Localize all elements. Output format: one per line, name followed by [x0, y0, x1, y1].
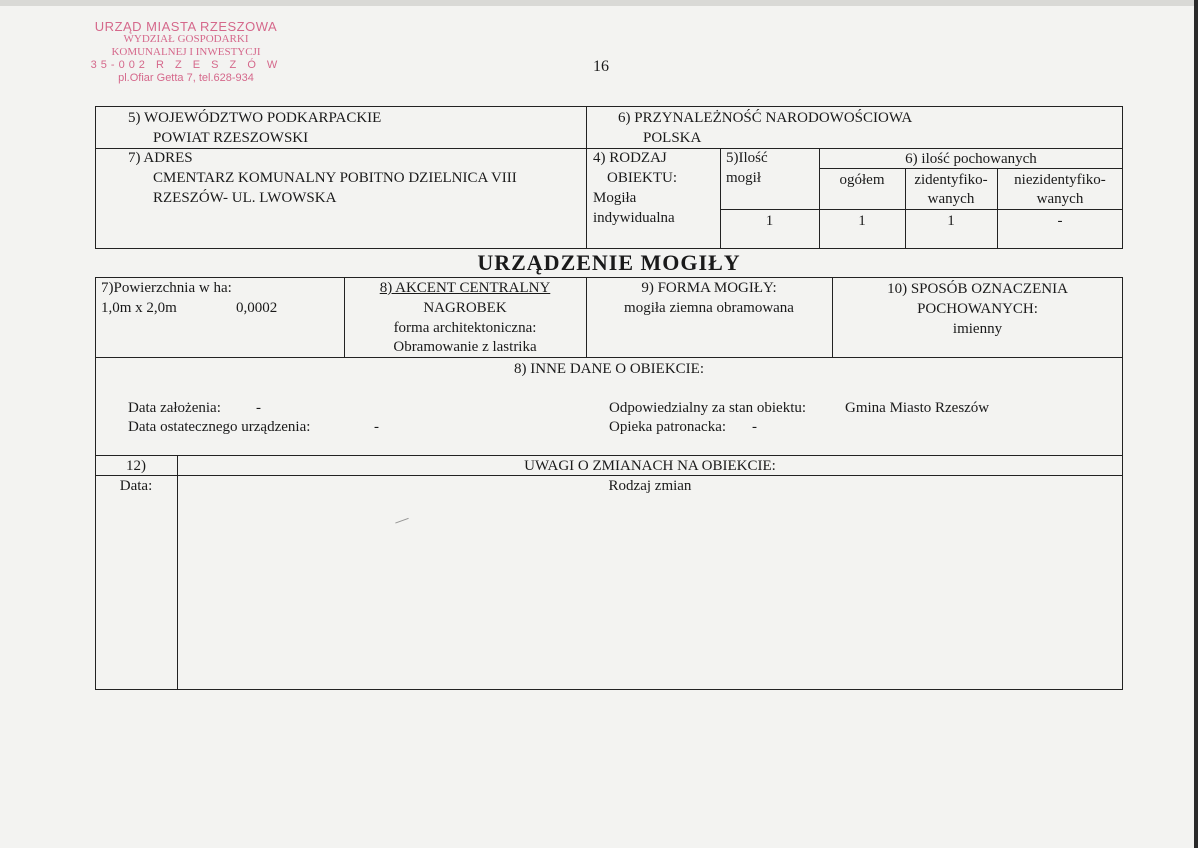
stamp-line: pl.Ofiar Getta 7, tel.628-934	[118, 72, 254, 84]
changes-kind-label: Rodzaj zmian	[608, 478, 692, 494]
grave-shape-value: mogiła ziemna obramowana	[624, 300, 794, 316]
patronage-label: Opieka patronacka:	[609, 419, 727, 435]
buried-unidentified-value: -	[1057, 213, 1063, 229]
marking-value: imienny	[952, 321, 1003, 337]
graves-count-label: 5)Ilość	[726, 150, 768, 166]
nationality-value: POLSKA	[643, 130, 702, 146]
section-title: URZĄDZENIE MOGIŁY	[477, 250, 741, 275]
area-label: 7)Powierzchnia w ha:	[101, 280, 232, 296]
nationality-label: 6) PRZYNALEŻNOŚĆ NARODOWOŚCIOWA	[618, 110, 913, 126]
stamp-line: KOMUNALNEJ I INWESTYCJI	[111, 46, 261, 58]
address-line: CMENTARZ KOMUNALNY POBITNO DZIELNICA VIII	[153, 170, 517, 186]
founded-label: Data założenia:	[128, 400, 221, 416]
responsible-label: Odpowiedzialny za stan obiektu:	[609, 400, 807, 416]
page-number: 16	[593, 58, 609, 75]
accent-form-value: Obramowanie z lastrika	[393, 339, 537, 355]
accent-value: NAGROBEK	[423, 300, 507, 316]
founded-value: -	[256, 400, 261, 416]
buried-total-label: ogółem	[839, 172, 885, 188]
district-value: POWIAT RZESZOWSKI	[153, 130, 309, 146]
final-arrangement-label: Data ostatecznego urządzenia:	[128, 419, 311, 435]
accent-label: 8) AKCENT CENTRALNY	[379, 280, 551, 296]
object-type-value: indywidualna	[593, 210, 675, 226]
stamp-line: 35-002 R Z E S Z Ó W	[90, 59, 282, 71]
final-arrangement-value: -	[374, 419, 379, 435]
buried-identified-label: zidentyfiko-	[914, 172, 988, 188]
accent-form-label: forma architektoniczna:	[393, 320, 537, 336]
stamp-line: WYDZIAŁ GOSPODARKI	[123, 33, 249, 45]
graves-count-value: 1	[765, 213, 774, 229]
object-type-label: OBIEKTU:	[607, 170, 677, 186]
page-edge	[1194, 0, 1198, 848]
page-edge	[0, 0, 1198, 6]
buried-header: 6) ilość pochowanych	[905, 151, 1037, 167]
row-divider	[720, 209, 1123, 210]
buried-unidentified-label: niezidentyfiko-	[1014, 172, 1106, 188]
buried-total-value: 1	[858, 213, 866, 229]
column-divider	[586, 106, 587, 249]
responsible-value: Gmina Miasto Rzeszów	[845, 400, 990, 416]
object-type-value: Mogiła	[593, 190, 637, 206]
grave-shape-label: 9) FORMA MOGIŁY:	[641, 280, 777, 296]
patronage-value: -	[752, 419, 757, 435]
marking-label: POCHOWANYCH:	[917, 301, 1038, 317]
marking-label: 10) SPOSÓB OZNACZENIA	[887, 281, 1068, 297]
voivodeship-label: 5) WOJEWÓDZTWO PODKARPACKIE	[128, 110, 382, 126]
other-data-header: 8) INNE DANE O OBIEKCIE:	[514, 361, 704, 377]
address-label: 7) ADRES	[128, 150, 193, 166]
buried-unidentified-label: wanych	[1036, 191, 1084, 207]
object-type-label: 4) RODZAJ	[593, 150, 667, 166]
column-divider	[720, 148, 721, 249]
area-dimensions: 1,0m x 2,0m	[101, 300, 177, 316]
stamp-line: URZĄD MIASTA RZESZOWA	[94, 19, 278, 34]
changes-header: UWAGI O ZMIANACH NA OBIEKCIE:	[524, 458, 776, 474]
buried-identified-label: wanych	[927, 191, 975, 207]
changes-date-label: Data:	[119, 478, 153, 494]
changes-number: 12)	[126, 458, 146, 474]
address-line: RZESZÓW- UL. LWOWSKA	[153, 190, 337, 206]
office-stamp	[86, 20, 286, 85]
area-value: 0,0002	[236, 300, 278, 316]
graves-count-label: mogił	[726, 170, 762, 186]
buried-identified-value: 1	[947, 213, 955, 229]
